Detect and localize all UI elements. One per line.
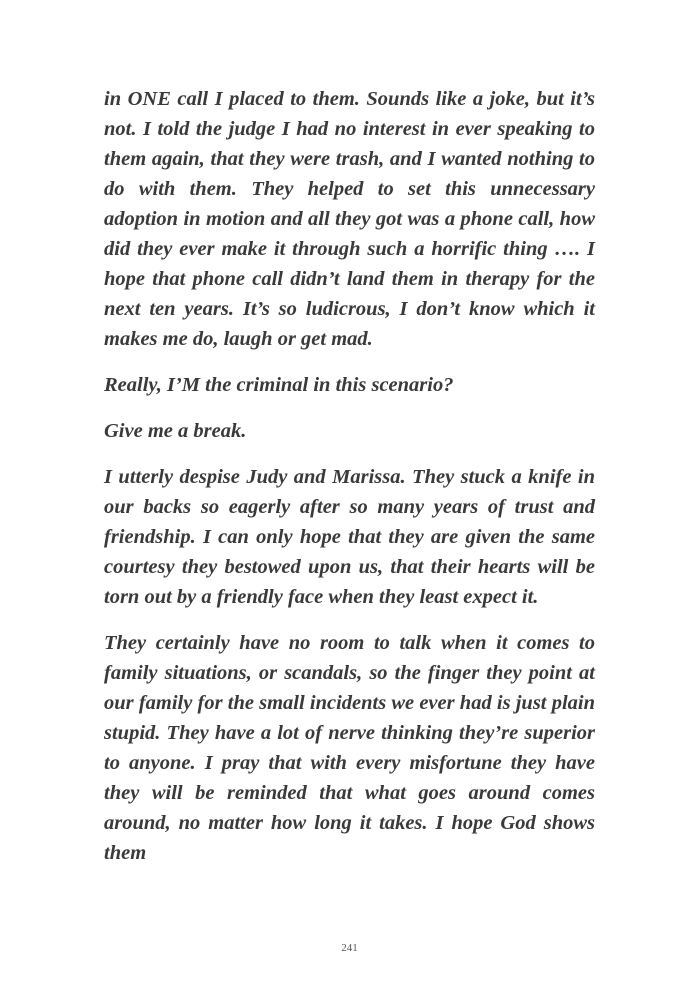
paragraph-3: Give me a break. (104, 420, 247, 442)
paragraph-1: in ONE call I placed to them. Sounds like a joke, but it’s not. I told the judge I had no interest in ever speaking to them again, that they were trash, and I wanted nothing to do with them. They helped to set this unnecessary adoption in motion and all they got was a phone call, how did they ever make it through such a horrific thing …. I hope that phone call didn’t land them in therapy for the next ten years. It’s so ludicrous, I don’t know which it makes me do, laugh or get mad. (104, 88, 595, 350)
page-number: 241 (341, 942, 358, 954)
page-body (104, 84, 595, 884)
paragraph-4: I utterly despise Judy and Marissa. They stuck a knife in our backs so eagerly after so many years of trust and friendship. I can only hope that they are given the same courtesy they bestowed upon us, that their hearts will be torn out by a friendly face when they least expect it. (104, 466, 595, 608)
paragraph-2: Really, I’M the criminal in this scenario? (104, 374, 454, 396)
paragraph-5: They certainly have no room to talk when it comes to family situations, or scandals, so the finger they point at our family for the small incidents we ever had is just plain stupid. They have a lot of nerve thinking they’re superior to anyone. I pray that with every misfortune they have they will be reminded that what goes around comes around, no matter how long it takes. I hope God shows them (104, 632, 595, 864)
